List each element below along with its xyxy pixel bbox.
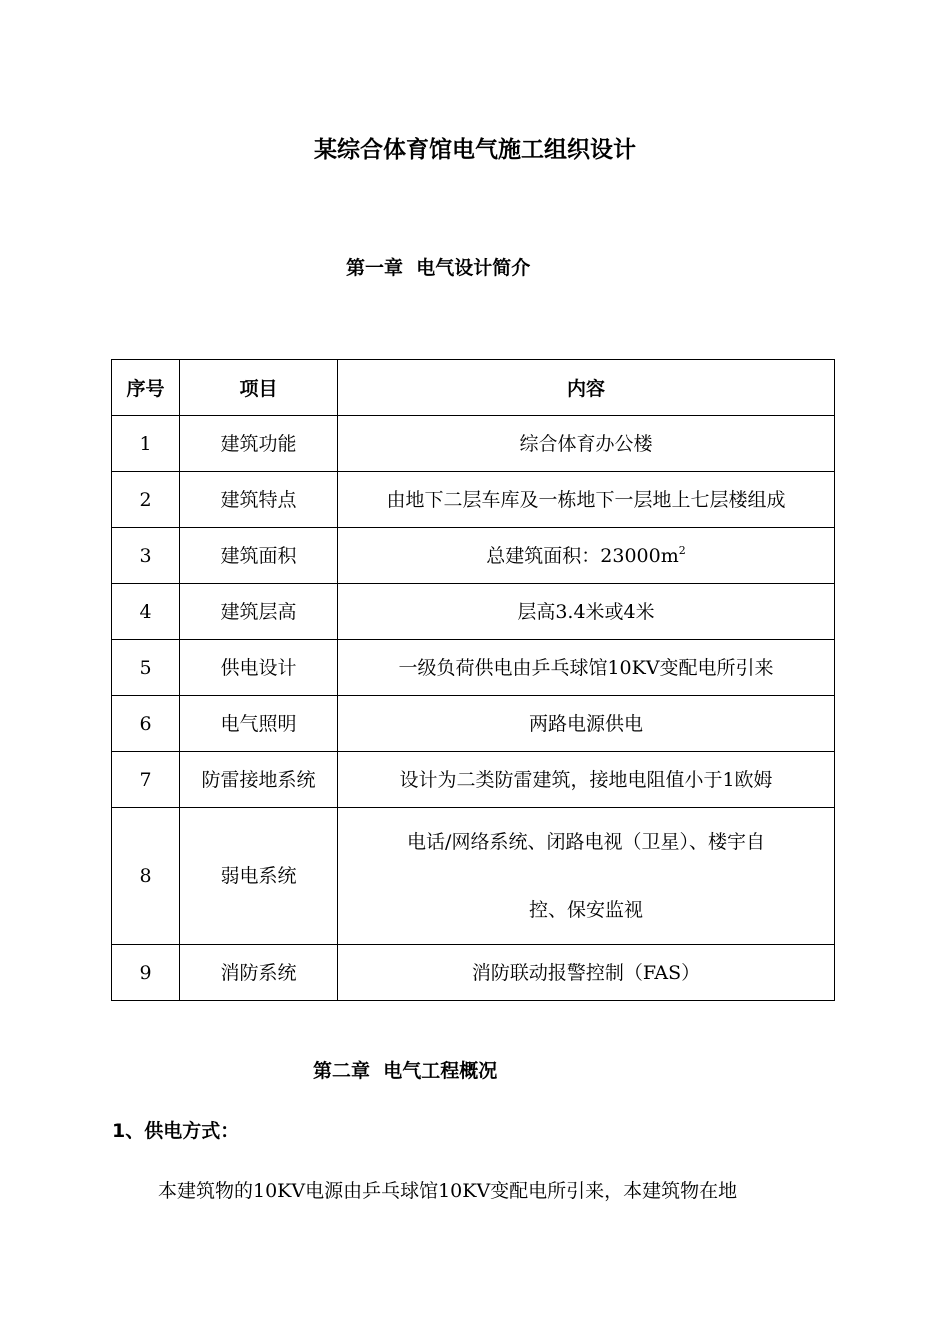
row-content: 消防联动报警控制（FAS） bbox=[338, 945, 835, 1001]
table-row bbox=[112, 640, 835, 696]
table-row bbox=[112, 752, 835, 808]
row-no: 3 bbox=[112, 528, 180, 584]
row-content: 层高3.4米或4米 bbox=[338, 584, 835, 640]
row-content: 两路电源供电 bbox=[338, 696, 835, 752]
table-row bbox=[112, 416, 835, 472]
row-no: 1 bbox=[112, 416, 180, 472]
table-header-row bbox=[112, 360, 835, 416]
table-row bbox=[112, 584, 835, 640]
row-item: 供电设计 bbox=[180, 640, 338, 696]
row-item: 防雷接地系统 bbox=[180, 752, 338, 808]
row-no: 8 bbox=[112, 808, 180, 945]
row-no: 6 bbox=[112, 696, 180, 752]
row-content bbox=[338, 528, 835, 584]
row-no: 4 bbox=[112, 584, 180, 640]
header-item: 项目 bbox=[180, 360, 338, 416]
section-heading-power-supply: 1、供电方式： bbox=[112, 1120, 240, 1142]
electrical-design-table bbox=[111, 359, 835, 1001]
row-item: 电气照明 bbox=[180, 696, 338, 752]
row-item: 消防系统 bbox=[180, 945, 338, 1001]
row-content-line2: 控、保安监视 bbox=[528, 899, 643, 921]
row-content bbox=[338, 808, 835, 945]
row-no: 5 bbox=[112, 640, 180, 696]
row-content-text: 总建筑面积：23000m bbox=[486, 544, 679, 567]
row-no: 7 bbox=[112, 752, 180, 808]
row-item: 弱电系统 bbox=[180, 808, 338, 945]
superscript: 2 bbox=[678, 543, 686, 557]
row-no: 9 bbox=[112, 945, 180, 1001]
body-paragraph: 本建筑物的10KV电源由乒乓球馆10KV变配电所引来，本建筑物在地 bbox=[158, 1180, 738, 1202]
table-row bbox=[112, 808, 835, 945]
row-no: 2 bbox=[112, 472, 180, 528]
document-title: 某综合体育馆电气施工组织设计 bbox=[314, 137, 636, 163]
table-row bbox=[112, 472, 835, 528]
table-row bbox=[112, 945, 835, 1001]
header-no: 序号 bbox=[112, 360, 180, 416]
row-item: 建筑功能 bbox=[180, 416, 338, 472]
row-content: 由地下二层车库及一栋地下一层地上七层楼组成 bbox=[338, 472, 835, 528]
table-row bbox=[112, 528, 835, 584]
row-item: 建筑面积 bbox=[180, 528, 338, 584]
row-content: 设计为二类防雷建筑，接地电阻值小于1欧姆 bbox=[338, 752, 835, 808]
row-content: 综合体育办公楼 bbox=[338, 416, 835, 472]
chapter-2-title: 第二章 电气工程概况 bbox=[313, 1060, 498, 1082]
chapter-1-title: 第一章 电气设计简介 bbox=[346, 257, 531, 279]
row-item: 建筑特点 bbox=[180, 472, 338, 528]
row-content: 一级负荷供电由乒乓球馆10KV变配电所引来 bbox=[338, 640, 835, 696]
table-row bbox=[112, 696, 835, 752]
row-item: 建筑层高 bbox=[180, 584, 338, 640]
header-content: 内容 bbox=[338, 360, 835, 416]
row-content-line1: 电话/网络系统、闭路电视（卫星）、楼宇自 bbox=[407, 831, 765, 853]
